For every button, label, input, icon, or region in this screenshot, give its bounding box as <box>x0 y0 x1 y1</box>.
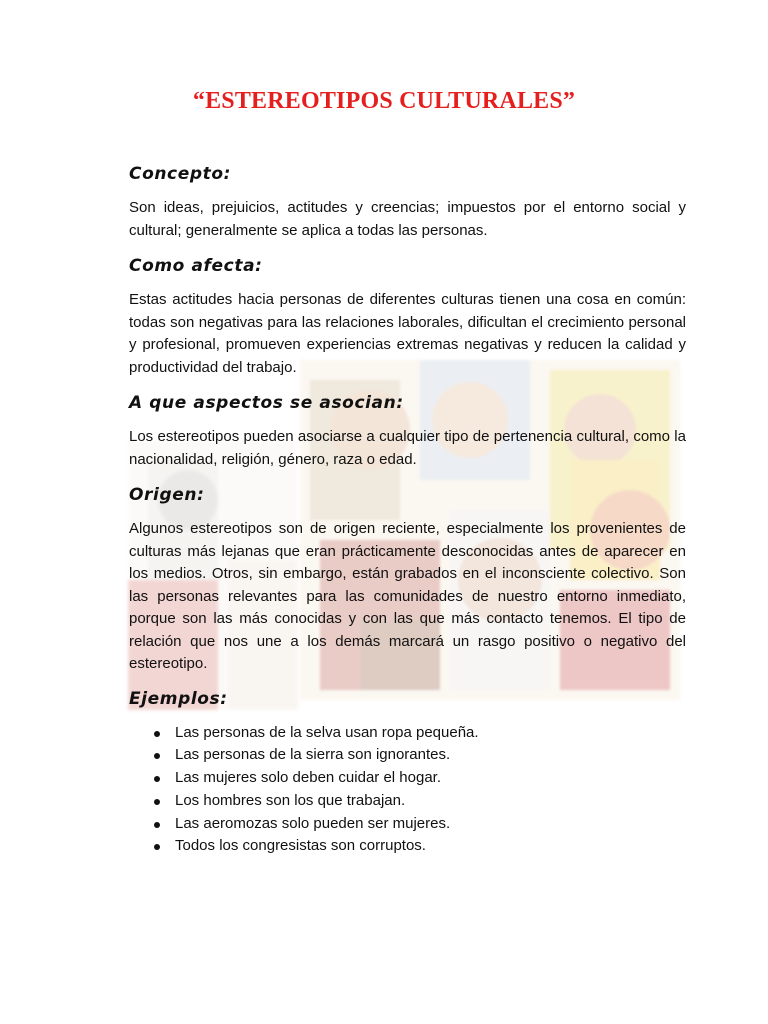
list-item-text: Todos los congresistas son corruptos. <box>175 837 426 855</box>
list-item-text: Las personas de la selva usan ropa pequeña. <box>175 723 479 741</box>
list-item-text: Las aeromozas solo pueden ser mujeres. <box>175 814 451 832</box>
list-item <box>129 744 686 767</box>
list-item <box>129 813 686 836</box>
heading-concepto: Concepto: <box>129 164 232 184</box>
list-item-text: Las personas de la sierra son ignorantes. <box>175 746 451 764</box>
heading-ejemplos: Ejemplos: <box>129 688 228 709</box>
list-item <box>129 767 686 790</box>
paragraph-como-afecta: Estas actitudes hacia personas de diferentes culturas tienen una cosa en común: todas son negativas para las relaciones laborales, dificultan el crecimiento personal y profesional, promueven experiencias extremas negativas y reducen la calidad y productividad del trabajo. <box>129 291 686 376</box>
document-content <box>129 160 686 858</box>
bullet-icon <box>154 753 160 759</box>
bullet-icon <box>154 822 160 828</box>
list-item <box>129 835 686 858</box>
section-origen <box>129 481 686 676</box>
list-item-text: Las mujeres solo deben cuidar el hogar. <box>175 769 442 787</box>
heading-origen: Origen: <box>129 485 205 505</box>
list-item-text: Los hombres son los que trabajan. <box>175 791 406 809</box>
list-item <box>129 722 686 745</box>
section-como-afecta <box>129 252 686 379</box>
bullet-icon <box>154 844 160 850</box>
section-aspectos <box>129 389 686 471</box>
heading-como-afecta: Como afecta: <box>129 256 263 276</box>
examples-list <box>129 722 686 859</box>
document-title: “ESTEREOTIPOS CULTURALES” <box>192 88 576 114</box>
heading-aspectos: A que aspectos se asocian: <box>129 393 404 413</box>
list-item <box>129 790 686 813</box>
bullet-icon <box>154 799 160 805</box>
bullet-icon <box>154 731 160 737</box>
paragraph-origen: Algunos estereotipos son de origen reciente, especialmente los provenientes de culturas más lejanas que eran prácticamente desconocidas antes de aparecer en los medios. Otros, sin embargo, están grabados en el inconsciente colectivo. Son las personas relevantes para las comunidades de nuestro entorno inmediato, porque son las más conocidas y con las que más contacto tenemos. El tipo de relación que nos une a los demás marcará un rasgo positivo o negativo del estereotipo. <box>129 520 686 672</box>
bullet-icon <box>154 776 160 782</box>
paragraph-aspectos: Los estereotipos pueden asociarse a cualquier tipo de pertenencia cultural, como la nacionalidad, religión, género, raza o edad. <box>129 428 686 468</box>
section-concepto <box>129 160 686 242</box>
section-ejemplos <box>129 685 686 859</box>
paragraph-concepto: Son ideas, prejuicios, actitudes y creencias; impuestos por el entorno social y cultural; generalmente se aplica a todas las personas. <box>129 199 686 239</box>
